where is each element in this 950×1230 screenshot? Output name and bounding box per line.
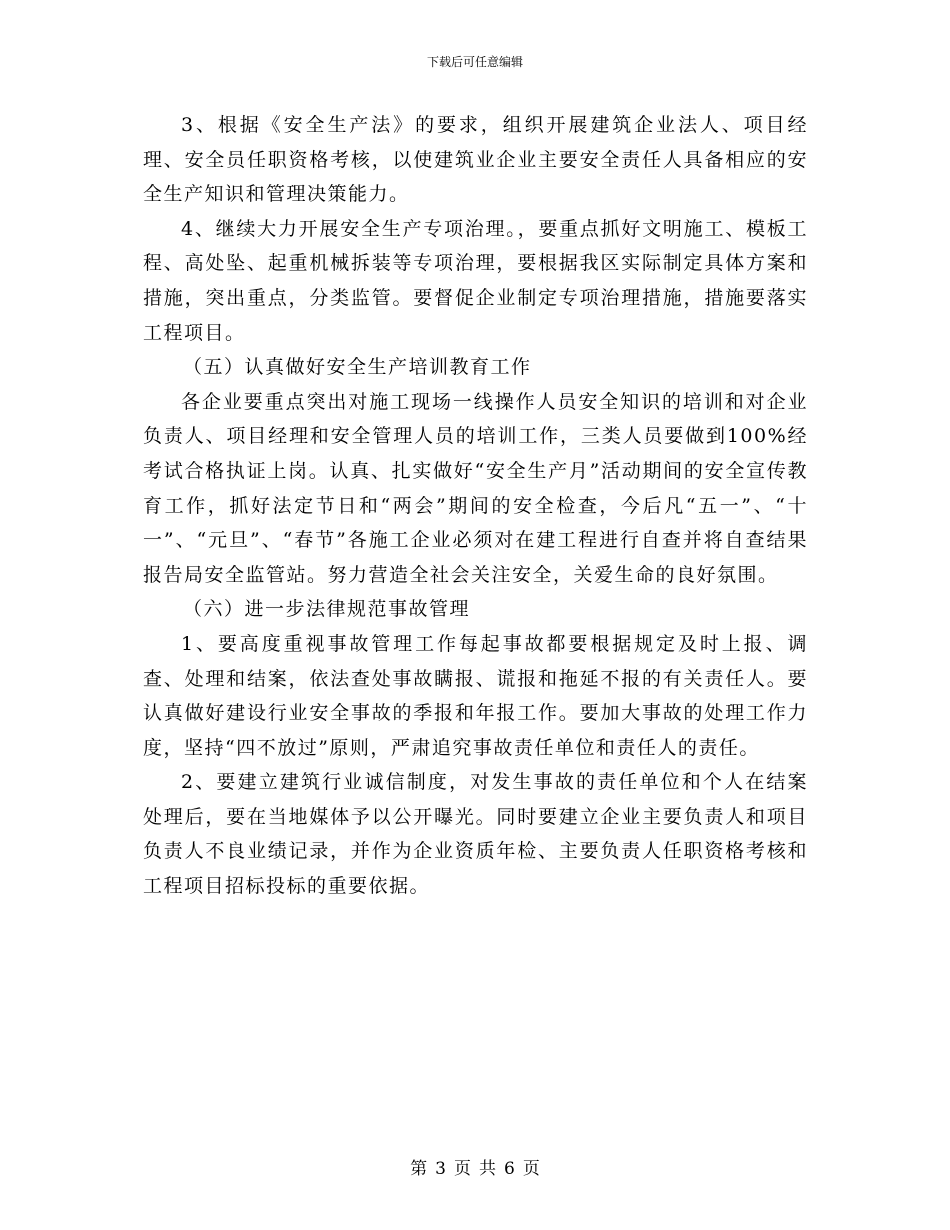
document-body xyxy=(143,108,808,904)
page-number-footer xyxy=(0,1158,950,1180)
footer-prefix: 第 xyxy=(410,1159,428,1179)
page-header-note: 下载后可任意编辑 xyxy=(426,55,523,69)
paragraph-accident-2: 2、要建立建筑行业诚信制度，对发生事故的责任单位和个人在结案处理后，要在当地媒体予以公开曝光。同时要建立企业主要负责人和项目负责人不良业绩记录，并作为企业资质年检、主要负责人任职资格考核和工程项目招标投标的重要依据。 xyxy=(143,771,808,898)
paragraph-item-4: 4、继续大力开展安全生产专项治理。，要重点抓好文明施工、模板工程、高处坠、起重机械拆装等专项治理，要根据我区实际制定具体方案和措施，突出重点，分类监管。要督促企业制定专项治理措施，措施要落实工程项目。 xyxy=(143,217,808,344)
paragraph-training: 各企业要重点突出对施工现场一线操作人员安全知识的培训和对企业负责人、项目经理和安全管理人员的培训工作，三类人员要做到100%经考试合格执证上岗。认真、扎实做好“安全生产月”活动期间的安全宣传教育工作，抓好法定节日和“两会”期间的安全检查，今后凡“五一”、“十一”、“元旦”、“春节”各施工企业必须对在建工程进行自查并将自查结果报告局安全监管站。努力营造全社会关注安全，关爱生命的良好氛围。 xyxy=(143,390,808,586)
footer-current-page: 3 xyxy=(435,1159,446,1179)
paragraph-item-3: 3、根据《安全生产法》的要求，组织开展建筑企业法人、项目经理、安全员任职资格考核，以使建筑业企业主要安全责任人具备相应的安全生产知识和管理决策能力。 xyxy=(143,114,808,206)
footer-of: 共 xyxy=(479,1159,496,1179)
section-heading-6: （六）进一步法律规范事故管理 xyxy=(183,598,471,621)
section-heading-5: （五）认真做好安全生产培训教育工作 xyxy=(183,356,532,379)
paragraph-accident-1: 1、要高度重视事故管理工作每起事故都要根据规定及时上报、调查、处理和结案，依法查处事故瞒报、谎报和拖延不报的有关责任人。要认真做好建设行业安全事故的季报和年报工作。要加大事故的处理工作力度，坚持“四不放过”原则，严肃追究事故责任单位和责任人的责任。 xyxy=(143,632,808,759)
footer-total-pages: 6 xyxy=(504,1159,515,1179)
footer-page-word: 页 xyxy=(454,1159,471,1179)
footer-suffix: 页 xyxy=(522,1159,540,1179)
